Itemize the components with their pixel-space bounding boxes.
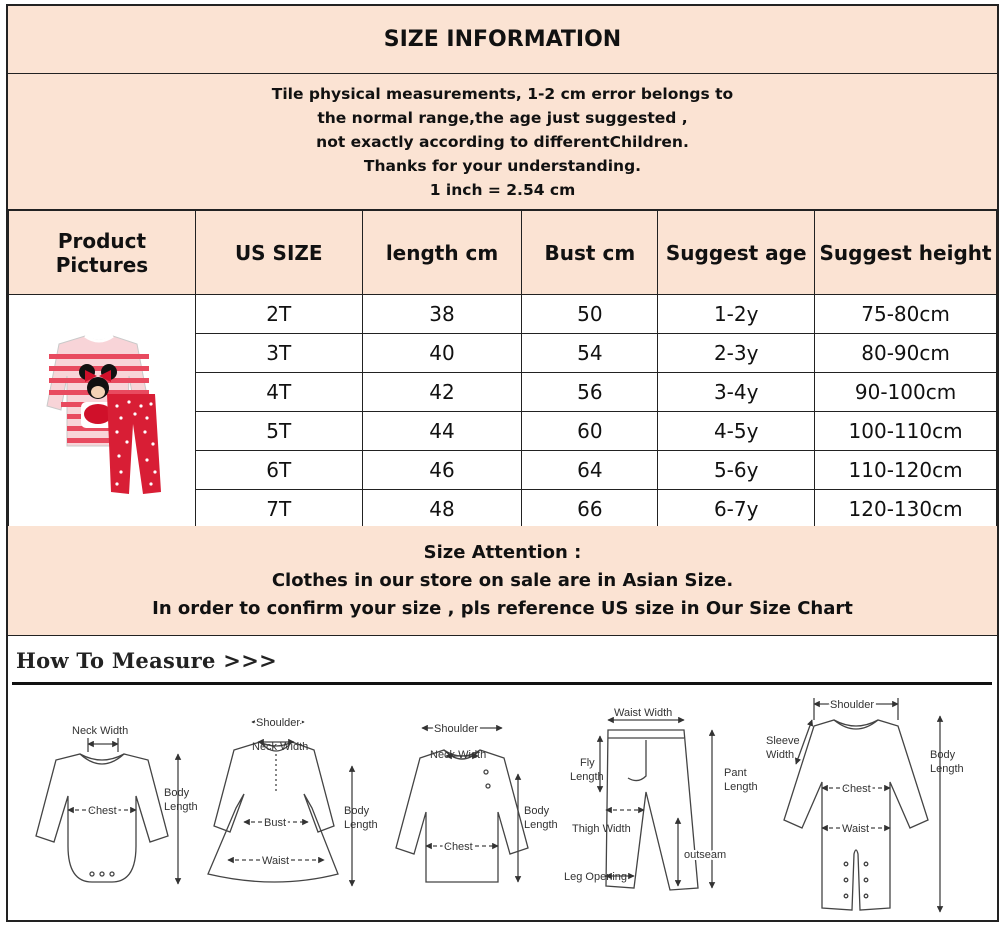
label-length: Length [344,819,378,831]
label-fly: Fly [580,757,595,769]
note-line: Thanks for your understanding. [363,156,642,175]
attention-heading: Size Attention : [423,541,582,563]
label-length: Length [524,819,558,831]
how-to-measure-section [8,636,997,920]
cell-age: 3-4y [658,373,815,412]
label-outseam: outseam [684,849,727,861]
label-body: Body [344,805,370,817]
cell-us-size: 6T [195,451,362,490]
label-body: Body [164,787,190,799]
label-waist: Waist [262,855,290,867]
size-chart-sheet [6,4,999,922]
romper-diagram [784,698,940,912]
label-shoulder: Shoulder [434,723,479,735]
header-product-pictures: Product Pictures [9,211,196,295]
cell-height: 110-120cm [815,451,997,490]
note-line: the normal range,the age just suggested , [317,108,688,127]
label-body: Body [524,805,550,817]
product-picture-cell [9,295,196,529]
measure-diagrams [8,686,997,920]
note-line: not exactly according to differentChildren. [316,132,689,151]
label-neck-width: Neck Width [430,749,487,761]
size-table [8,210,997,529]
label-fly-length: Length [570,771,604,783]
label-neck-width: Neck Width [252,741,309,753]
cell-age: 4-5y [658,412,815,451]
attention-line: Clothes in our store on sale are in Asian Size. [271,569,734,591]
note-line: Tile physical measurements, 1-2 cm error belongs to [271,84,734,103]
label-waist-width: Waist Width [614,707,673,719]
cell-bust: 66 [522,490,658,529]
cell-us-size: 3T [195,334,362,373]
cell-bust: 56 [522,373,658,412]
label-shoulder: Shoulder [830,699,875,711]
size-attention [8,526,997,636]
header-length: length cm [362,211,522,295]
cell-age: 2-3y [658,334,815,373]
label-waist: Waist [842,823,870,835]
table-row [9,295,997,334]
label-sleeve: Sleeve [766,735,800,747]
label-pant: Pant [724,767,747,779]
header-bust: Bust cm [522,211,658,295]
pants-diagram [600,720,712,890]
label-leg-opening: Leg Opening [564,871,627,883]
cell-bust: 54 [522,334,658,373]
cell-us-size: 7T [195,490,362,529]
cell-age: 5-6y [658,451,815,490]
cell-height: 90-100cm [815,373,997,412]
header-suggest-height: Suggest height [815,211,997,295]
cell-bust: 50 [522,295,658,334]
label-neck-width: Neck Width [72,725,129,737]
cell-length: 46 [362,451,522,490]
label-pant-length: Length [724,781,758,793]
cell-bust: 60 [522,412,658,451]
label-shoulder: Shoulder [256,717,301,729]
cell-length: 44 [362,412,522,451]
label-bust: Bust [264,817,287,829]
size-information-title: SIZE INFORMATION [8,6,997,74]
note-line: 1 inch = 2.54 cm [429,180,576,199]
label-length: Length [164,801,198,813]
cell-length: 38 [362,295,522,334]
label-length: Length [930,763,964,775]
label-body: Body [930,749,956,761]
cell-length: 40 [362,334,522,373]
cell-bust: 64 [522,451,658,490]
attention-line: In order to confirm your size , pls reference US size in Our Size Chart [152,597,853,619]
heading-underline [12,682,992,685]
cell-age: 6-7y [658,490,815,529]
header-us-size: US SIZE [195,211,362,295]
cell-height: 100-110cm [815,412,997,451]
cell-height: 120-130cm [815,490,997,529]
header-suggest-age: Suggest age [658,211,815,295]
label-chest: Chest [444,841,473,853]
label-sleeve-width: Width [766,749,795,761]
pajama-set-image [37,314,167,504]
cell-us-size: 5T [195,412,362,451]
measurement-notes [8,74,997,210]
table-header-row [9,211,997,295]
how-to-measure-heading: How To Measure >>> [16,648,277,673]
cell-height: 75-80cm [815,295,997,334]
cell-us-size: 2T [195,295,362,334]
cell-us-size: 4T [195,373,362,412]
cell-length: 48 [362,490,522,529]
cell-length: 42 [362,373,522,412]
label-thigh-width: Thigh Width [572,823,631,835]
cell-height: 80-90cm [815,334,997,373]
label-chest: Chest [842,783,871,795]
label-chest: Chest [88,805,117,817]
cell-age: 1-2y [658,295,815,334]
